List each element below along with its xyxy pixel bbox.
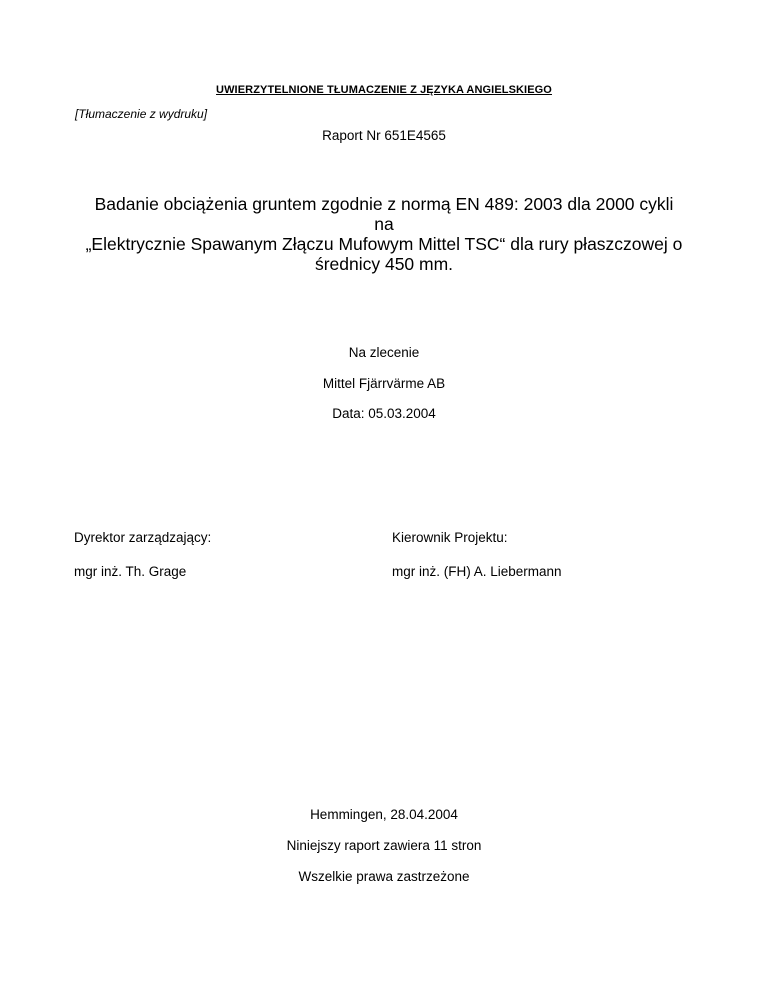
client-name: Mittel Fjärrvärme AB bbox=[322, 376, 446, 391]
place-and-date: Hemmingen, 28.04.2004 bbox=[310, 807, 458, 822]
report-title bbox=[0, 194, 768, 274]
commission-date: Data: 05.03.2004 bbox=[332, 406, 436, 421]
translation-note: [Tłumaczenie z wydruku] bbox=[75, 107, 208, 121]
report-number: Raport Nr 651E4565 bbox=[322, 128, 446, 143]
report-title-line: średnicy 450 mm. bbox=[314, 254, 454, 274]
report-title-line: na bbox=[374, 214, 394, 234]
certified-translation-title: UWIERZYTELNIONE TŁUMACZENIE Z JĘZYKA ANGIELSKIEGO bbox=[216, 84, 552, 96]
project-manager-name: mgr inż. (FH) A. Liebermann bbox=[392, 564, 562, 579]
rights-notice: Wszelkie prawa zastrzeżone bbox=[298, 869, 470, 884]
managing-director-name: mgr inż. Th. Grage bbox=[74, 564, 187, 579]
project-manager-label: Kierownik Projektu: bbox=[392, 530, 508, 545]
page-count-note: Niniejszy raport zawiera 11 stron bbox=[286, 838, 482, 853]
ordered-by-label: Na zlecenie bbox=[348, 345, 420, 360]
report-title-line: Badanie obciążenia gruntem zgodnie z normą EN 489: 2003 dla 2000 cykli bbox=[94, 194, 674, 214]
report-title-line: „Elektrycznie Spawanym Złączu Mufowym Mittel TSC“ dla rury płaszczowej o bbox=[85, 234, 683, 254]
managing-director-label: Dyrektor zarządzający: bbox=[74, 530, 212, 545]
